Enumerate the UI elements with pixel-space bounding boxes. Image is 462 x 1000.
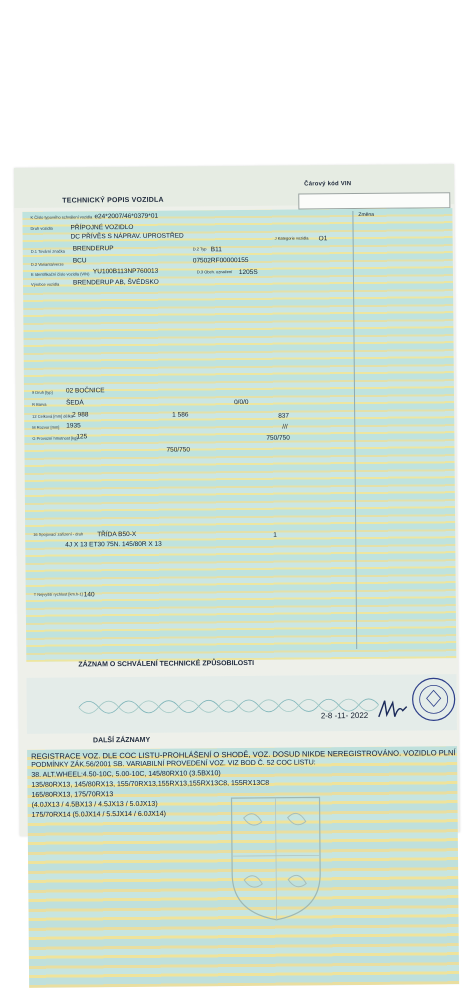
coupling-class: TŘÍDA B50-X (97, 530, 137, 539)
approval-number: e24*2007/46*0379*01 (94, 212, 159, 221)
record-line: (4.0JX13 / 4.5BX13 / 4.5JX13 / 5.0JX13) (31, 800, 158, 809)
document-title: TECHNICKÝ POPIS VOZIDLA (62, 196, 164, 205)
record-line: 38. ALT.WHEEL:4.50-10C, 5.00-10C, 145/80RX10 (3.5BX10) (31, 770, 221, 779)
wheelbase: 1935 (66, 422, 81, 430)
manufacturer: BRENDERUP AB, ŠVÉDSKO (72, 278, 159, 287)
row-label-length: 12 Celková [mm] délka (32, 413, 73, 419)
official-stamp (410, 676, 456, 722)
vehicle-kind-line2: DC PŘÍVĚS S NÁPRAV. UPROSTŘED (70, 232, 184, 241)
vin: YU100B113NP760013 (92, 267, 159, 276)
record-line: 135/80RX13, 145/80RX13, 155/70RX13,155RX13,155RX13C8, 155RX13C8 (31, 779, 270, 789)
signature (377, 697, 409, 721)
type-label: D.2 Typ (192, 246, 207, 252)
max-speed: 140 (83, 591, 95, 599)
state-emblem-watermark (227, 793, 324, 922)
coupling-value: 1 (273, 531, 277, 539)
tyres: 4J X 13 ET30 75N. 145/80R X 13 (65, 540, 162, 549)
length: 2 988 (72, 411, 89, 419)
row-label-color: R Barva (32, 401, 47, 407)
height: 837 (278, 412, 290, 420)
record-line: 175/70RX14 (5.0JX14 / 5.5JX14 / 6.0JX14) (31, 810, 166, 819)
category-label: J Kategorie vozidla (274, 235, 309, 241)
document-sheet (14, 164, 460, 836)
axle-spacing: /// (282, 423, 288, 431)
vehicle-category: O1 (318, 235, 328, 243)
seats: 0/0/0 (234, 398, 249, 407)
row-label-weight: G Provozní hmotnost [kg] (32, 435, 78, 441)
approval-date: 2-8 -11- 2022 (320, 710, 369, 721)
max-axle-weight: 750/750 (166, 446, 190, 454)
width: 1 586 (172, 411, 189, 419)
record-line: 165/80RX13, 175/70RX13 (31, 791, 114, 799)
approval-section-title: ZÁZNAM O SCHVÁLENÍ TECHNICKÉ ZPŮSOBILOSTI (78, 659, 255, 669)
row-label-wheelbase: M Rozvor [mm] (32, 424, 60, 430)
make: BRENDERUP (72, 245, 114, 253)
variant: BCU (72, 257, 87, 265)
row-label-approval: K Číslo typového schválení vozidla (30, 214, 93, 220)
variant-code: 07502RF00000155 (192, 256, 249, 265)
records-section-title: DALŠÍ ZÁZNAMY (92, 736, 151, 745)
trade-name: 1205S (238, 268, 258, 277)
row-label-kind: Druh vozidla (30, 225, 53, 231)
trade-name-label: D.3 Obch. označení (196, 269, 233, 275)
row-label-speed: T Nejvyšší rychlost [km.h-1] (33, 591, 83, 597)
row-label-coupling: 16 Spojovací zařízení - druh (33, 531, 84, 537)
type: B11 (210, 246, 222, 254)
record-line: PODMÍNKY ZÁK.56/2001 SB. VARIABILNÍ PROVEDENÍ VOZ. VIZ BOD Č. 52 COC LISTU: (31, 759, 316, 769)
row-label-manufacturer: Výrobce vozidla (30, 281, 60, 287)
vin-barcode-label: Čárový kód VIN (304, 181, 352, 188)
operating-weight: 125 (76, 433, 88, 441)
record-line: REGISTRACE VOZ. DLE COC LISTU-PROHLÁŠENÍ O SHODĚ, VOZ. DOSUD NIKDE NEREGISTROVÁNO. VOZIDLO PLNÍ (31, 748, 456, 761)
row-label-make: D.1 Tovární značka (30, 248, 65, 254)
row-label-vin: E Identifikační číslo vozidla (VIN) (30, 271, 90, 277)
change-column-label: Změna (358, 211, 375, 218)
change-column (352, 210, 453, 649)
body-type: 02 BOČNICE (65, 387, 105, 395)
row-label-variant: D.2 Varianta/verze (30, 261, 64, 267)
vin-barcode-box (298, 192, 450, 209)
vehicle-kind-line1: PŘÍPOJNÉ VOZIDLO (70, 223, 134, 232)
max-weight: 750/750 (266, 434, 290, 442)
row-label-body: 9 Druh [typ] (31, 389, 53, 395)
color: ŠEDÁ (66, 399, 84, 407)
